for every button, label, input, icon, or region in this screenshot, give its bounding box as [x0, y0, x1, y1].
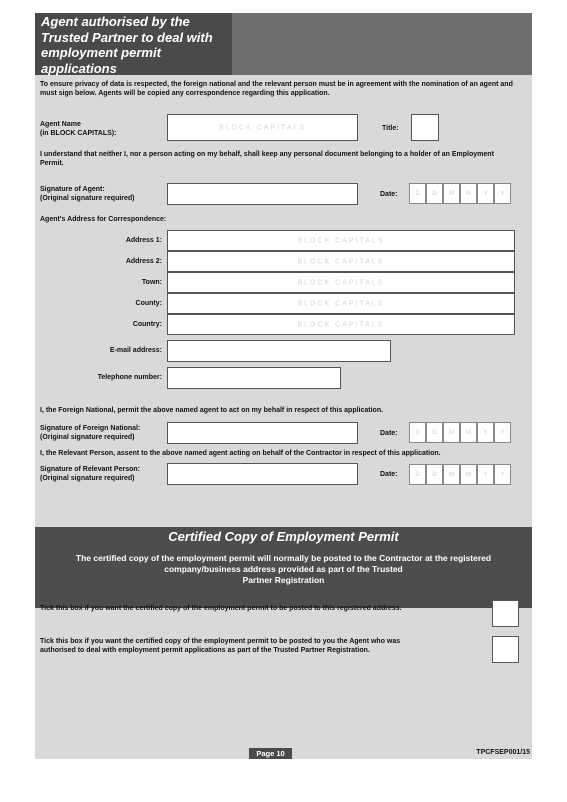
country-placeholder: BLOCK CAPITALS — [297, 321, 385, 328]
title-field[interactable] — [411, 114, 439, 141]
date-cell[interactable]: M — [443, 464, 460, 485]
agent-signature-field[interactable] — [167, 183, 358, 205]
agent-name-label: Agent Name (in BLOCK CAPITALS): — [40, 121, 117, 137]
date-cell[interactable]: D — [426, 422, 443, 443]
date-cell[interactable]: D — [409, 183, 426, 204]
date-cell[interactable]: Y — [494, 183, 511, 204]
county-label: County: — [135, 300, 162, 307]
address2-placeholder: BLOCK CAPITALS — [297, 258, 385, 265]
date-cell[interactable]: D — [409, 422, 426, 443]
foreign-national-signature-label: Signature of Foreign National: (Original signature required) — [40, 425, 141, 441]
date-cell[interactable]: Y — [494, 422, 511, 443]
certified-copy-band — [35, 527, 532, 608]
telephone-label: Telephone number: — [97, 374, 162, 381]
header-band-extension — [232, 13, 532, 75]
relevant-person-assent: I, the Relevant Person, assent to the above named agent acting on behalf of the Contractor in respect of this application. — [40, 450, 441, 457]
date-cell[interactable]: M — [460, 183, 477, 204]
town-field[interactable] — [167, 272, 515, 293]
foreign-national-date-label: Date: — [380, 430, 398, 437]
tick-registered-address-text: Tick this box if you want the certified copy of the employment permit to be posted to this registered address. — [40, 605, 402, 612]
address-heading: Agent's Address for Correspondence: — [40, 216, 167, 223]
address2-field[interactable] — [167, 251, 515, 272]
town-label: Town: — [141, 279, 162, 286]
form-code: TPCFSEP001/15 — [476, 749, 530, 756]
town-placeholder: BLOCK CAPITALS — [297, 279, 385, 286]
date-cell[interactable]: D — [426, 183, 443, 204]
relevant-person-date-field[interactable] — [409, 464, 511, 485]
date-cell[interactable]: M — [460, 464, 477, 485]
address2-label: Address 2: — [125, 258, 162, 265]
page-number: Page 10 — [249, 748, 292, 759]
agent-signature-label: Signature of Agent: (Original signature required) — [40, 186, 135, 202]
foreign-national-permission: I, the Foreign National, permit the above named agent to act on my behalf in respect of this application. — [40, 407, 384, 414]
relevant-person-signature-field[interactable] — [167, 463, 358, 485]
relevant-person-signature-label: Signature of Relevant Person: (Original signature required) — [40, 466, 140, 482]
address1-label: Address 1: — [125, 237, 162, 244]
email-label: E-mail address: — [109, 347, 162, 354]
date-cell[interactable]: Y — [477, 183, 494, 204]
personal-document-statement: I understand that neither I, nor a person acting on my behalf, shall keep any personal document belonging to a holder of an Employment Permit. — [40, 151, 494, 167]
telephone-field[interactable] — [167, 367, 341, 389]
section-title: Agent authorised by the Trusted Partner to deal with employment permit applications — [41, 14, 213, 76]
email-field[interactable] — [167, 340, 391, 362]
country-label: Country: — [132, 321, 162, 328]
country-field[interactable] — [167, 314, 515, 335]
registered-address-checkbox[interactable] — [492, 600, 519, 627]
date-cell[interactable]: D — [426, 464, 443, 485]
form-page — [35, 13, 532, 759]
date-cell[interactable]: Y — [477, 422, 494, 443]
date-cell[interactable]: M — [443, 183, 460, 204]
date-cell[interactable]: Y — [494, 464, 511, 485]
address1-placeholder: BLOCK CAPITALS — [297, 237, 385, 244]
county-field[interactable] — [167, 293, 515, 314]
date-cell[interactable]: M — [443, 422, 460, 443]
header-band — [35, 13, 232, 75]
relevant-person-date-label: Date: — [380, 471, 398, 478]
date-cell[interactable]: M — [460, 422, 477, 443]
certified-copy-title: Certified Copy of Employment Permit — [168, 529, 399, 544]
title-label: Title: — [382, 125, 399, 132]
agent-date-field[interactable] — [409, 183, 511, 204]
foreign-national-signature-field[interactable] — [167, 422, 358, 444]
date-cell[interactable]: D — [409, 464, 426, 485]
privacy-intro: To ensure privacy of data is respected, the foreign national and the relevant person must be in agreement with the nomination of an agent and must sign below. Agents will be copied any correspondence regarding this application. — [40, 81, 513, 97]
certified-copy-description: The certified copy of the employment permit will normally be posted to the Contractor at the registered company/business address provided as part of the Trusted Partner Registration — [75, 553, 492, 585]
foreign-national-date-field[interactable] — [409, 422, 511, 443]
agent-date-label: Date: — [380, 191, 398, 198]
date-cell[interactable]: Y — [477, 464, 494, 485]
agent-name-placeholder: BLOCK CAPITALS — [218, 124, 306, 131]
address1-field[interactable] — [167, 230, 515, 251]
agent-name-field[interactable] — [167, 114, 358, 141]
county-placeholder: BLOCK CAPITALS — [297, 300, 385, 307]
tick-agent-address-text: Tick this box if you want the certified copy of the employment permit to be posted to you the Agent who was authorised to deal with employment permit applications as part of the Trusted Partner Registration. — [40, 638, 401, 654]
agent-address-checkbox[interactable] — [492, 636, 519, 663]
